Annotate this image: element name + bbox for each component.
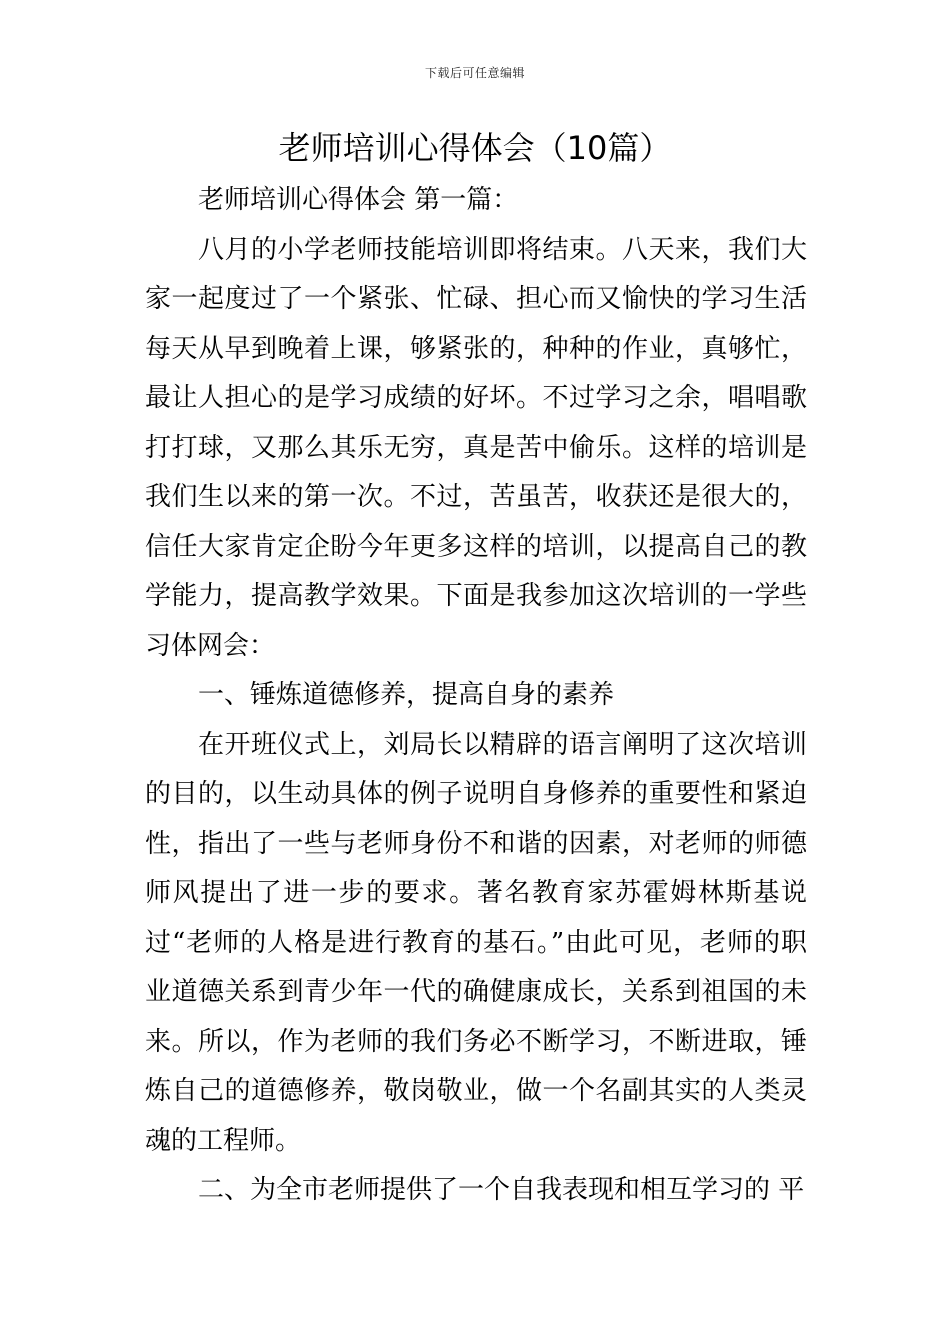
paragraph-morality: 在开班仪式上，刘局长以精辟的语言阐明了这次培训的目的，以生动具体的例子说明自身修养的重要性和紧迫性，指出了一些与老师身份不和谐的因素，对老师的师德师风提出了进一步的要求。著名教育家苏霍姆林斯基说过“老师的人格是进行教育的基石。”由此可见，老师的职业道德关系到青少年一代的确健康成长，关系到祖国的未来。所以，作为老师的我们务必不断学习，不断进取，锤炼自己的道德修养，敬岗敬业，做一个名副其实的人类灵魂的工程师。 bbox=[145, 729, 807, 1156]
paragraph-intro: 八月的小学老师技能培训即将结束。八天来，我们大家一起度过了一个紧张、忙碌、担心而又愉快的学习生活每天从早到晚着上课，够紧张的，种种的作业，真够忙，最让人担心的是学习成绩的好坏。不过学习之余，唱唱歌打打球，又那么其乐无穷，真是苦中偷乐。这样的培训是我们生以来的第一次。不过，苦虽苦，收获还是很大的，信任大家肯定企盼今年更多这样的培训，以提高自己的教学能力，提高教学效果。下面是我参加这次培训的一学些习体网会： bbox=[145, 234, 807, 661]
document-body bbox=[145, 176, 807, 1216]
document-title: 老师培训心得体会（10篇） bbox=[278, 129, 672, 167]
section-heading-two: 二、为全市老师提供了一个自我表现和相互学习的 平 bbox=[198, 1175, 805, 1205]
section-heading-first: 老师培训心得体会 第一篇： bbox=[198, 185, 519, 215]
section-heading-one: 一、锤炼道德修养，提高自身的素养 bbox=[198, 680, 615, 710]
header-note: 下载后可任意编辑 bbox=[424, 66, 525, 80]
